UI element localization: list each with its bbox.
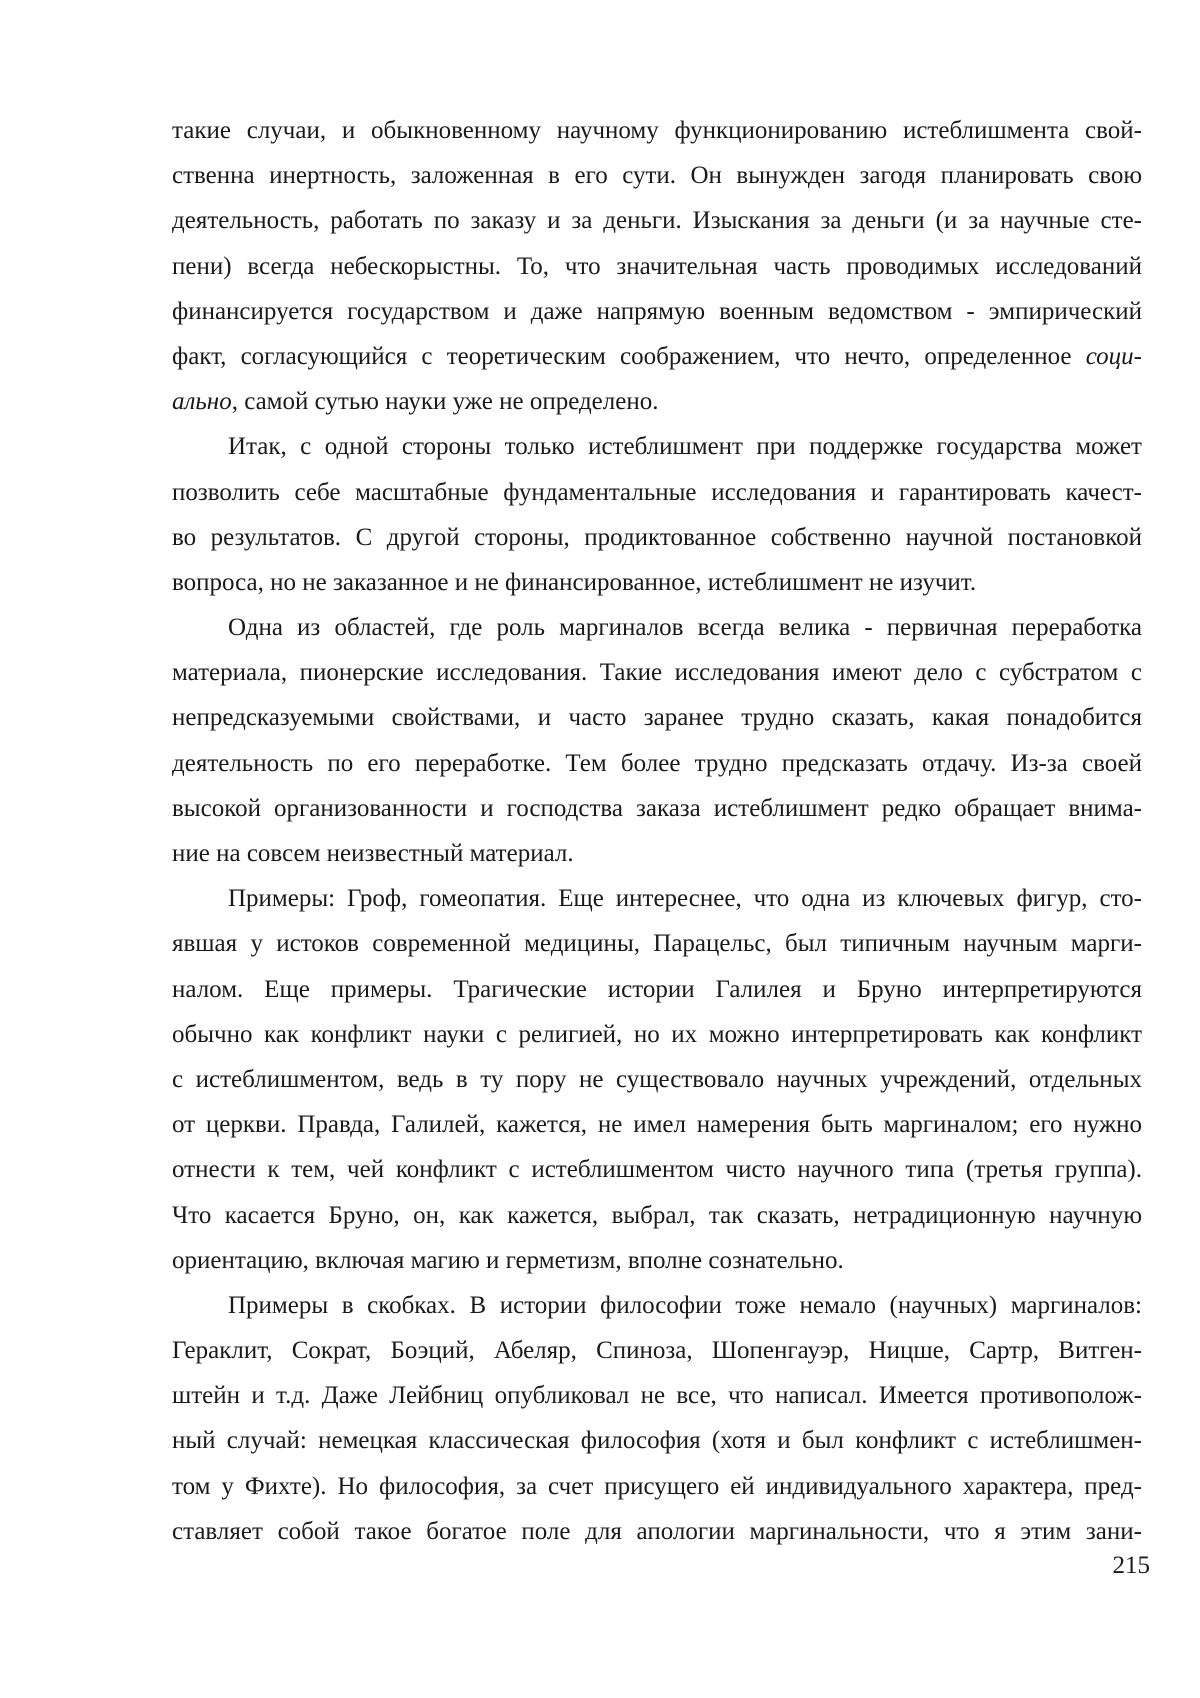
text-line: том у Фихте). Но философия, за счет присущего ей индивидуального характера, пред- (172, 1472, 1142, 1500)
text-line: Гераклит, Сократ, Боэций, Абеляр, Спиноза, Шопенгауэр, Ницше, Сартр, Витген- (172, 1337, 1142, 1365)
text-line: Итак, с одной стороны только истеблишмент при поддержке государства может (228, 433, 1142, 461)
text-line: непредсказуемыми свойствами, и часто заранее трудно сказать, какая понадобится (172, 704, 1142, 732)
italic-run-tail: о (219, 388, 232, 416)
text-run: , самой сутью науки уже не определено. (231, 388, 659, 416)
text-line: с истеблишментом, ведь в ту пору не существовало научных учреждений, отдельных (172, 1065, 1142, 1093)
text-line: ставляет собой такое богатое поле для апологии маргинальности, что я этим зани- (172, 1517, 1142, 1545)
text-line: Примеры: Гроф, гомеопатия. Еще интереснее, что одна из ключевых фигур, сто- (228, 885, 1142, 913)
text-line: высокой организованности и господства заказа истеблишмент редко обращает внима- (172, 794, 1142, 822)
text-line: обычно как конфликт науки с религией, но их можно интерпретировать как конфликт (172, 1020, 1142, 1048)
text-line: штейн и т.д. Даже Лейбниц опубликовал не все, что написал. Имеется противополож- (172, 1382, 1142, 1410)
text-line: Одна из областей, где роль маргиналов всегда велика - первичная переработка (228, 614, 1142, 642)
italic-run: альн (172, 388, 220, 416)
text-line: такие случаи, и обыкновенному научному функционированию истеблишмента свой- (172, 117, 1142, 144)
text-line: Что касается Бруно, он, как кажется, выбрал, так сказать, нетрадиционную научную (172, 1201, 1142, 1229)
text-line-mixed (172, 334, 1142, 379)
italic-run: соци- (1085, 342, 1142, 370)
page-body (172, 108, 1142, 1554)
text-line: налом. Еще примеры. Трагические истории Галилея и Бруно интерпретируются (172, 975, 1142, 1003)
text-run: факт, согласующийся с теоретическим соображением, что нечто, определенное (172, 342, 1086, 370)
text-line: позволить себе масштабные фундаментальные исследования и гарантировать качест- (172, 478, 1142, 506)
text-line: от церкви. Правда, Галилей, кажется, не имел намерения быть маргиналом; его нужно (172, 1111, 1142, 1139)
text-line: вопроса, но не заказанное и не финансированное, истеблишмент не изучит. (172, 568, 977, 596)
text-line: деятельность по его переработке. Тем более трудно предсказать отдачу. Из-за своей (172, 749, 1142, 777)
text-line: деятельность, работать по заказу и за деньги. Изыскания за деньги (и за научные сте- (172, 207, 1142, 235)
text-line: пени) всегда небескорыстны. То, что значительная часть проводимых исследований (172, 252, 1142, 280)
text-line: отнести к тем, чей конфликт с истеблишментом чисто научного типа (третья группа). (172, 1156, 1142, 1184)
text-line: Примеры в скобках. В истории философии тоже немало (научных) маргиналов: (228, 1291, 1142, 1319)
text-line: ориентацию, включая магию и герметизм, вполне сознательно. (172, 1246, 844, 1274)
text-line: во результатов. С другой стороны, продиктованное собственно научной постановкой (172, 523, 1142, 551)
text-line: ный случай: немецкая классическая философия (хотя и был конфликт с истеблишмен- (172, 1427, 1142, 1455)
text-line: материала, пионерские исследования. Такие исследования имеют дело с субстратом с (172, 659, 1142, 687)
text-line: ние на совсем неизвестный материал. (172, 840, 574, 867)
text-line: финансируется государством и даже напрямую военным ведомством - эмпирический (172, 297, 1142, 325)
page-number: 215 (1112, 1552, 1150, 1579)
text-line: явшая у истоков современной медицины, Парацельс, был типичным научным марги- (172, 930, 1142, 958)
text-line-mixed (172, 379, 1142, 424)
text-line: ственна инертность, заложенная в его сути. Он вынужден загодя планировать свою (172, 162, 1142, 190)
